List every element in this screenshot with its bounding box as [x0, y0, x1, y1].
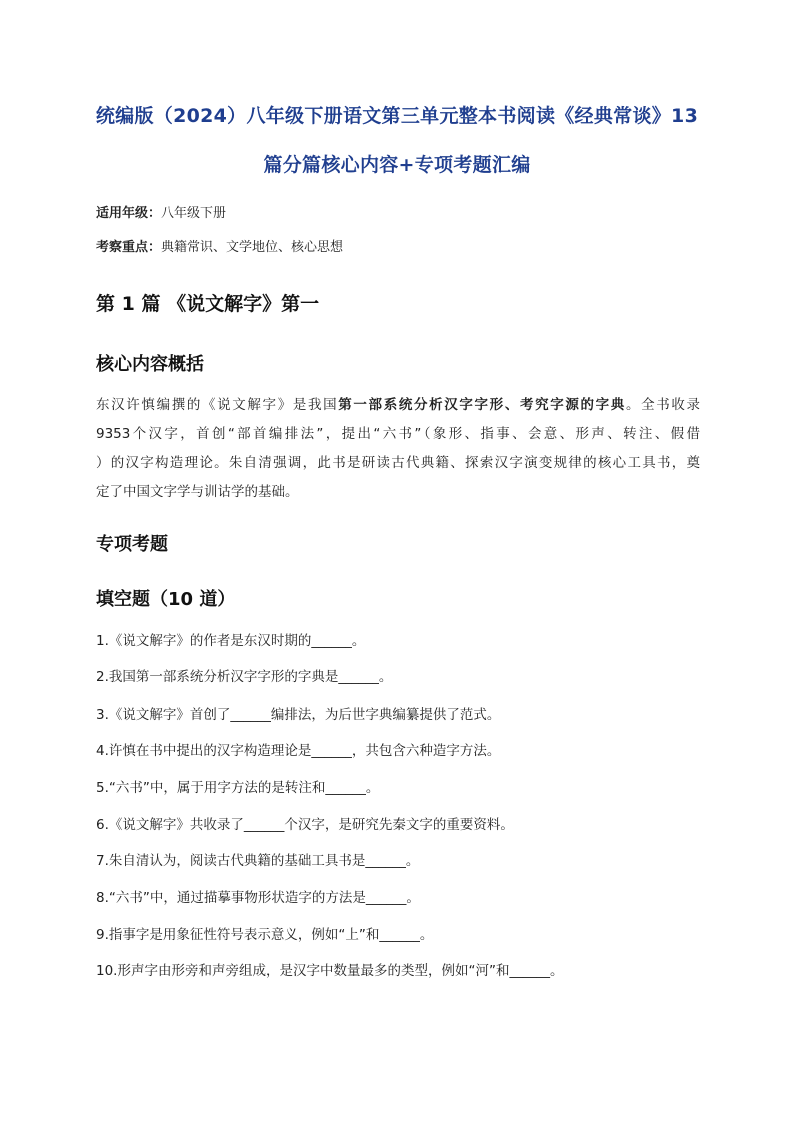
focus-value: 典籍常识、文学地位、核心思想 [161, 240, 344, 255]
summary-line-1-post: 。全书收录 [625, 397, 701, 413]
summary-line-2: 9353个汉字，首创“部首编排法”，提出“六书”（象形、指事、会意、形声、转注、假借 [96, 426, 700, 442]
document-title-line-1: 统编版（2024）八年级下册语文第三单元整本书阅读《经典常谈》13 [95, 105, 699, 127]
question-item: 8.“六书”中，通过描摹事物形状造字的方法是______。 [96, 890, 420, 906]
question-item: 4.许慎在书中提出的汉字构造理论是______，共包含六种造字方法。 [96, 743, 501, 759]
summary-paragraph [96, 391, 700, 507]
question-item: 5.“六书”中，属于用字方法的是转注和______。 [96, 780, 380, 796]
summary-line-1-pre: 东汉许慎编撰的《说文解字》是我国 [96, 397, 339, 413]
chapter-heading: 第 1 篇 《说文解字》第一 [96, 293, 320, 315]
question-item: 9.指事字是用象征性符号表示意义，例如“上”和______。 [96, 927, 434, 943]
grade-meta [96, 202, 226, 221]
focus-meta [96, 236, 343, 255]
question-item: 3.《说文解字》首创了______编排法，为后世字典编纂提供了范式。 [96, 707, 501, 723]
document-title-line-2: 篇分篇核心内容+专项考题汇编 [263, 154, 531, 176]
question-item: 6.《说文解字》共收录了______个汉字，是研究先秦文字的重要资料。 [96, 817, 514, 833]
summary-line-3: ）的汉字构造理论。朱自清强调，此书是研读古代典籍、探索汉字演变规律的核心工具书，奠 [96, 455, 700, 471]
question-item: 7.朱自清认为，阅读古代典籍的基础工具书是______。 [96, 853, 420, 869]
summary-line-1 [96, 391, 700, 420]
exam-heading: 专项考题 [96, 534, 168, 555]
question-item: 2.我国第一部系统分析汉字字形的字典是______。 [96, 669, 393, 685]
summary-line-1-bold: 第一部系统分析汉字字形、考究字源的字典 [338, 397, 626, 413]
focus-label: 考察重点： [96, 240, 162, 255]
question-item: 1.《说文解字》的作者是东汉时期的______。 [96, 633, 366, 649]
summary-heading: 核心内容概括 [96, 354, 204, 375]
fill-in-heading: 填空题（10 道） [96, 589, 236, 610]
grade-label: 适用年级： [96, 206, 162, 221]
question-item: 10.形声字由形旁和声旁组成，是汉字中数量最多的类型，例如“河”和______。 [96, 963, 564, 979]
summary-line-4: 定了中国文字学与训诂学的基础。 [96, 484, 299, 500]
grade-value: 八年级下册 [161, 206, 227, 221]
